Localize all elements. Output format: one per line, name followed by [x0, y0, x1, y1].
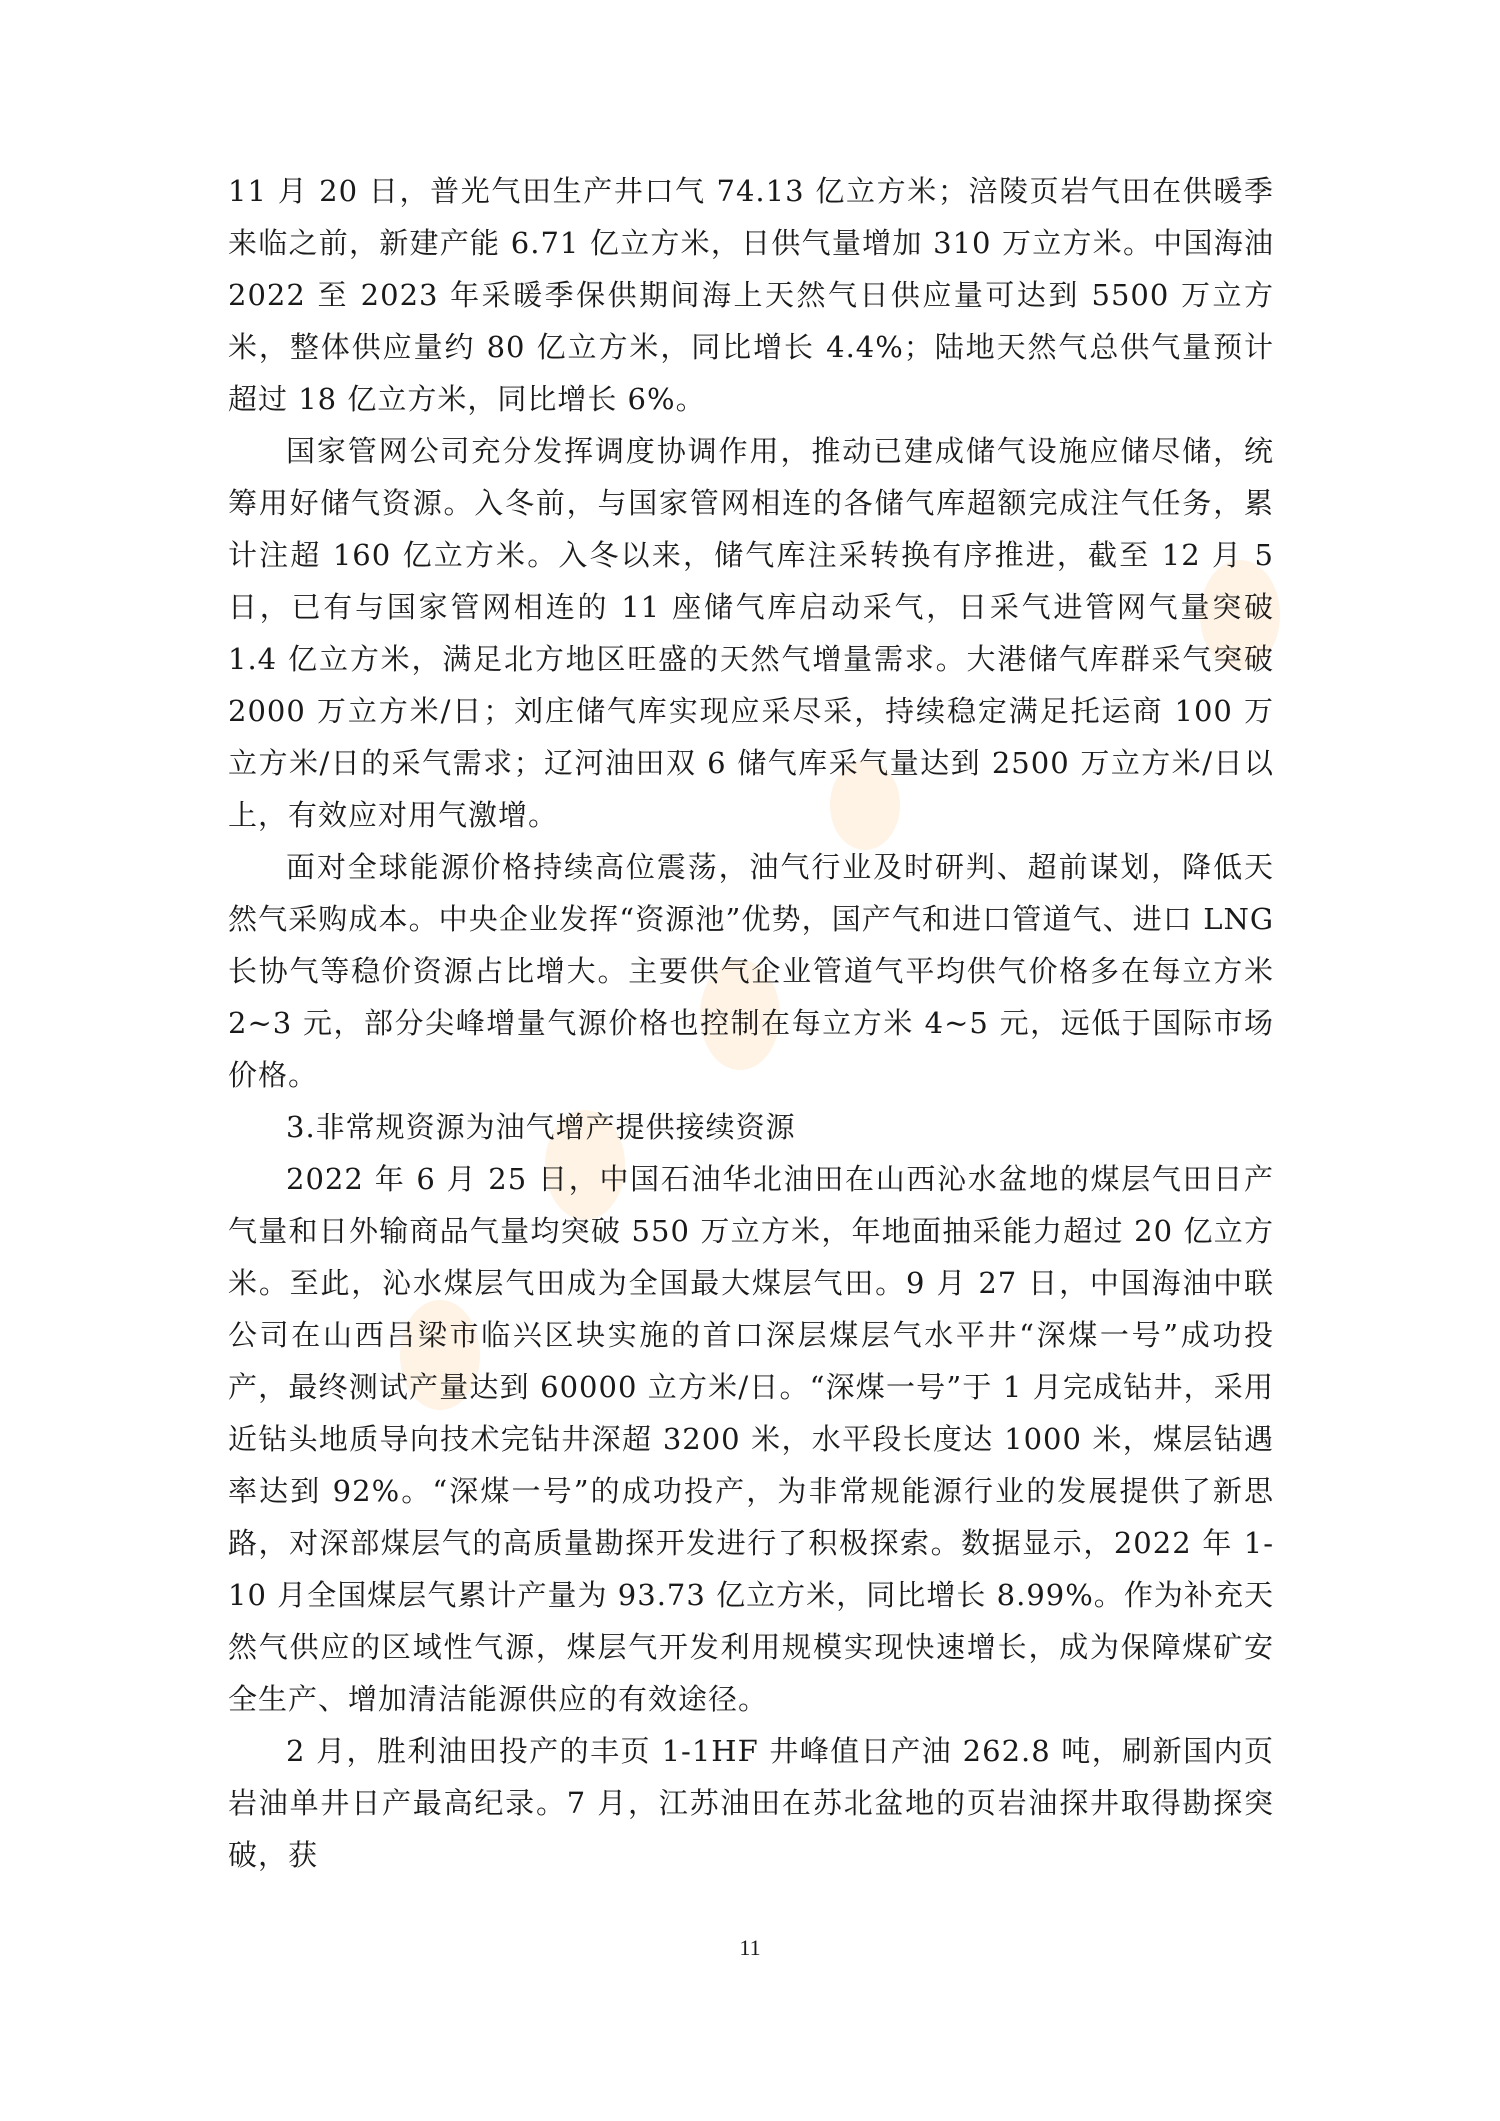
- paragraph: 面对全球能源价格持续高位震荡，油气行业及时研判、超前谋划，降低天然气采购成本。中央企业发挥“资源池”优势，国产气和进口管道气、进口 LNG 长协气等稳价资源占比增大。主要供气企业管道气平均供气价格多在每立方米 2~3 元，部分尖峰增量气源价格也控制在每立方米 4~5 元，远低于国际市场价格。: [228, 850, 1274, 1092]
- paragraph: 国家管网公司充分发挥调度协调作用，推动已建成储气设施应储尽储，统筹用好储气资源。入冬前，与国家管网相连的各储气库超额完成注气任务，累计注超 160 亿立方米。入冬以来，储气库注采转换有序推进，截至 12 月 5 日，已有与国家管网相连的 11 座储气库启动采气，日采气进管网气量突破 1.4 亿立方米，满足北方地区旺盛的天然气增量需求。大港储气库群采气突破 2000 万立方米/日；刘庄储气库实现应采尽采，持续稳定满足托运商 100 万立方米/日的采气需求；辽河油田双 6 储气库采气量达到 2500 万立方米/日以上，有效应对用气激增。: [228, 434, 1274, 832]
- paragraph: 2 月，胜利油田投产的丰页 1-1HF 井峰值日产油 262.8 吨，刷新国内页岩油单井日产最高纪录。7 月，江苏油田在苏北盆地的页岩油探井取得勘探突破，获: [228, 1734, 1274, 1872]
- paragraph: 2022 年 6 月 25 日，中国石油华北油田在山西沁水盆地的煤层气田日产气量和日外输商品气量均突破 550 万立方米，年地面抽采能力超过 20 亿立方米。至此，沁水煤层气田成为全国最大煤层气田。9 月 27 日，中国海油中联公司在山西吕梁市临兴区块实施的首口深层煤层气水平井“深煤一号”成功投产，最终测试产量达到 60000 立方米/日。“深煤一号”于 1 月完成钻井，采用近钻头地质导向技术完钻井深超 3200 米，水平段长度达 1000 米，煤层钻遇率达到 92%。“深煤一号”的成功投产，为非常规能源行业的发展提供了新思路，对深部煤层气的高质量勘探开发进行了积极探索。数据显示，2022 年 1-10 月全国煤层气累计产量为 93.73 亿立方米，同比增长 8.99%。作为补充天然气供应的区域性气源，煤层气开发利用规模实现快速增长，成为保障煤矿安全生产、增加清洁能源供应的有效途径。: [228, 1162, 1274, 1716]
- paragraph: 11 月 20 日，普光气田生产井口气 74.13 亿立方米；涪陵页岩气田在供暖季来临之前，新建产能 6.71 亿立方米，日供气量增加 310 万立方米。中国海油 2022 至 2023 年采暖季保供期间海上天然气日供应量可达到 5500 万立方米，整体供应量约 80 亿立方米，同比增长 4.4%；陆地天然气总供气量预计超过 18 亿立方米，同比增长 6%。: [228, 174, 1274, 416]
- page-number: 11: [739, 1935, 761, 1960]
- document-body: [228, 165, 1274, 1881]
- section-heading: 3.非常规资源为油气增产提供接续资源: [286, 1110, 796, 1144]
